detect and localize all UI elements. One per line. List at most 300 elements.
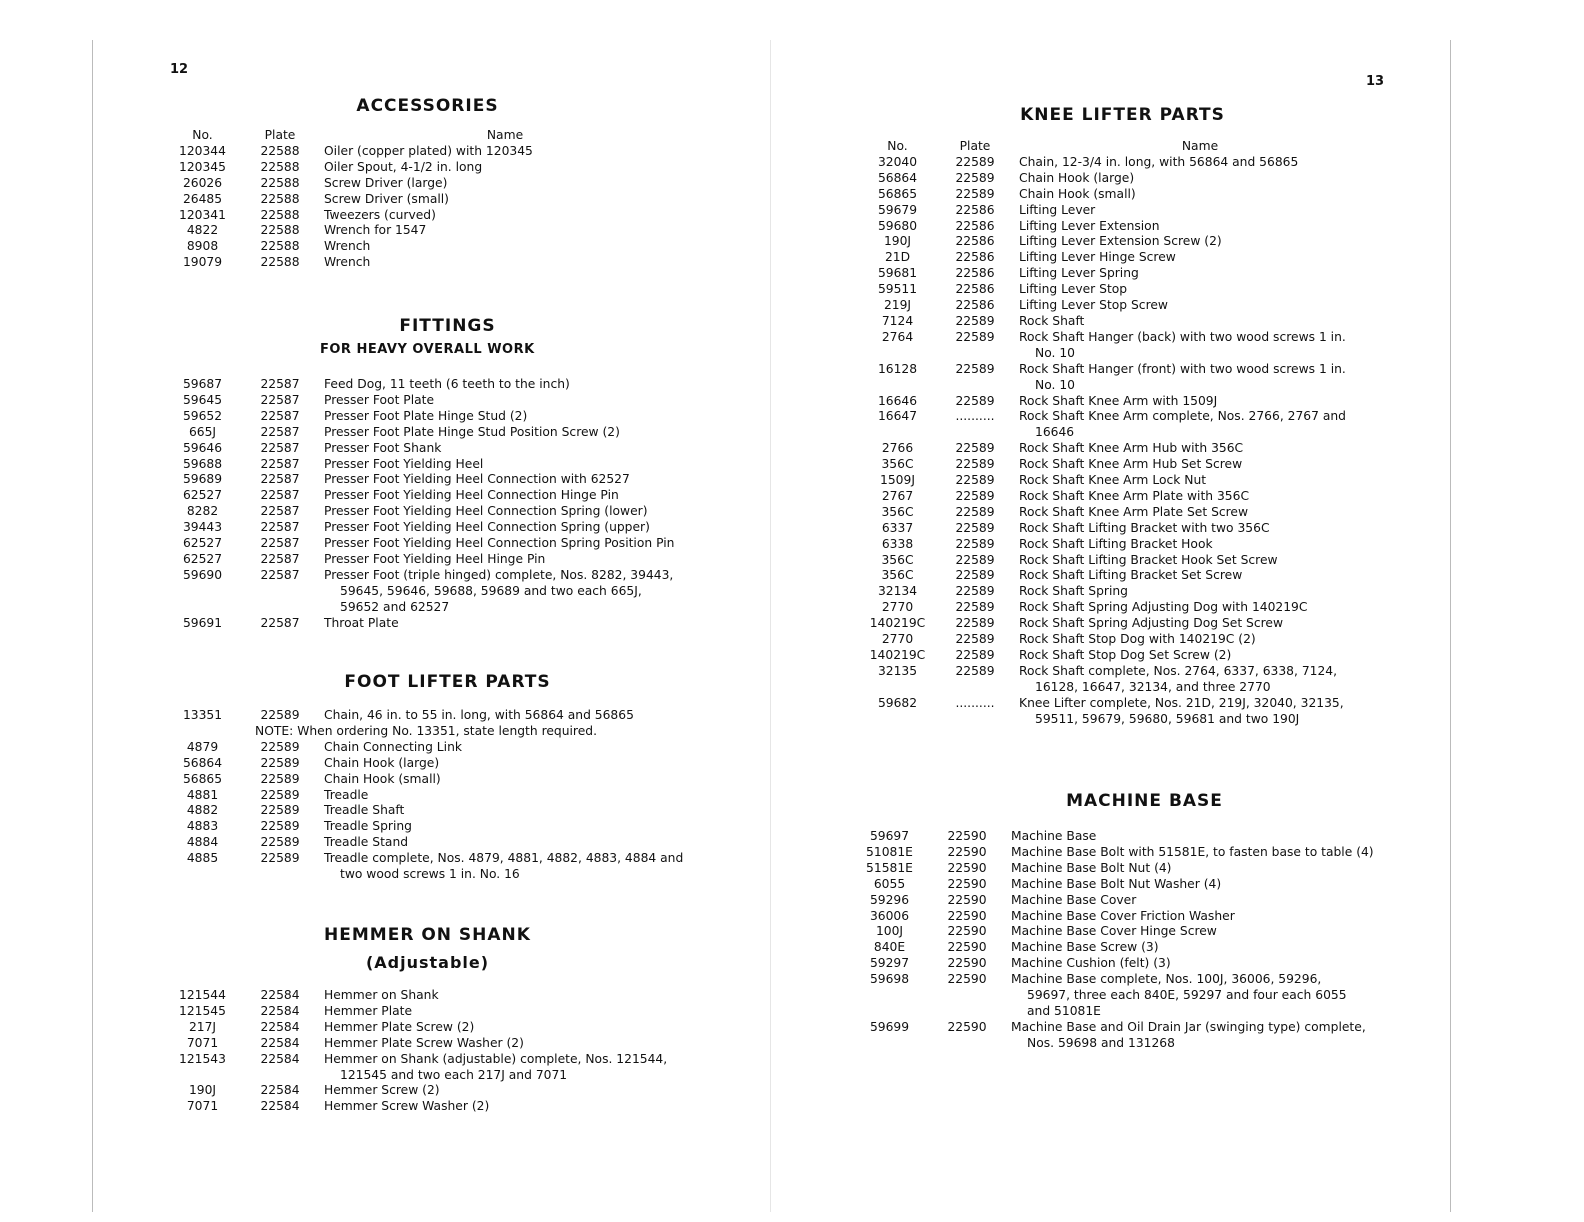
plate-number: 22590 bbox=[947, 956, 987, 971]
table-row bbox=[165, 176, 690, 192]
part-name-text: Chain, 46 in. to 55 in. long, with 56864 and 56865 bbox=[324, 708, 634, 722]
table-row bbox=[860, 473, 1385, 489]
table-row bbox=[165, 835, 690, 851]
part-name-text: Hemmer Screw Washer (2) bbox=[324, 1099, 490, 1114]
plate-number: 22586 bbox=[955, 218, 995, 233]
part-number: 140219C bbox=[869, 648, 926, 662]
table-row bbox=[165, 1052, 690, 1084]
hemmer-subtitle: (Adjustable) bbox=[365, 953, 490, 972]
plate-number: 22587 bbox=[260, 377, 300, 391]
part-number: 13351 bbox=[182, 708, 223, 722]
plate-number: 22589 bbox=[955, 329, 995, 344]
part-name bbox=[1007, 877, 1377, 893]
part-name-text: Machine Base Screw (3) bbox=[1011, 940, 1159, 955]
part-number: 59698 bbox=[869, 972, 910, 987]
plate-number: 22590 bbox=[947, 876, 987, 891]
part-name-text: Machine Base Cover Hinge Screw bbox=[1011, 924, 1217, 939]
knee-lifter-section bbox=[860, 105, 1385, 728]
plate-number: 22589 bbox=[260, 803, 300, 818]
plate-number: 22587 bbox=[260, 392, 300, 407]
part-name-text: Hemmer Plate bbox=[324, 1003, 413, 1018]
part-name-text: Throat Plate bbox=[324, 615, 399, 630]
table-row bbox=[165, 772, 690, 788]
part-name bbox=[320, 472, 690, 488]
plate-number: 22584 bbox=[260, 1019, 300, 1034]
table-row bbox=[860, 632, 1385, 648]
plate-number: 22589 bbox=[260, 708, 300, 722]
part-name bbox=[1007, 829, 1377, 845]
plate-number: 22589 bbox=[955, 552, 995, 567]
plate-number: 22588 bbox=[260, 255, 300, 270]
table-row bbox=[860, 489, 1385, 505]
part-number: 190J bbox=[188, 1083, 217, 1098]
part-name-text: Chain Hook (large) bbox=[324, 755, 440, 770]
plate-number: 22587 bbox=[260, 488, 300, 503]
foot-lifter-title: FOOT LIFTER PARTS bbox=[344, 672, 551, 692]
part-number: 1509J bbox=[880, 473, 915, 488]
part-name-text: Lifting Lever Stop Screw bbox=[1019, 298, 1168, 313]
part-name-text: Presser Foot Plate Hinge Stud (2) bbox=[324, 408, 528, 423]
table-row bbox=[165, 788, 690, 804]
plate-number: 22589 bbox=[955, 663, 995, 678]
part-number: 59682 bbox=[877, 695, 918, 710]
part-name bbox=[320, 239, 690, 255]
plate-number: 22588 bbox=[260, 175, 300, 190]
table-row bbox=[165, 192, 690, 208]
accessories-section bbox=[165, 96, 690, 271]
left-page-border bbox=[92, 40, 93, 1212]
table-row bbox=[852, 909, 1377, 925]
table-row bbox=[852, 1020, 1377, 1052]
table-row bbox=[860, 250, 1385, 266]
plate-number: 22584 bbox=[260, 1051, 300, 1066]
accessories-table bbox=[165, 128, 690, 271]
table-row bbox=[860, 568, 1385, 584]
plate-number: 22587 bbox=[260, 551, 300, 566]
table-row bbox=[860, 616, 1385, 632]
foot-lifter-section bbox=[165, 672, 690, 883]
part-number: 32134 bbox=[877, 584, 918, 599]
part-name-text: Presser Foot Plate Hinge Stud Position Screw (2) bbox=[324, 424, 620, 439]
part-name bbox=[320, 144, 690, 160]
plate-number: 22590 bbox=[947, 860, 987, 875]
part-name bbox=[320, 819, 690, 835]
part-name-text: Presser Foot Yielding Heel Hinge Pin bbox=[324, 551, 546, 566]
part-name bbox=[320, 1036, 690, 1052]
part-name-text: Presser Foot Yielding Heel Connection Hinge Pin bbox=[324, 488, 619, 503]
part-number: 19079 bbox=[182, 255, 223, 270]
part-name bbox=[1015, 250, 1385, 266]
table-row bbox=[860, 600, 1385, 616]
part-number: 16647 bbox=[877, 409, 918, 424]
plate-number: 22587 bbox=[260, 424, 300, 439]
part-number: 59690 bbox=[182, 567, 223, 582]
part-number: 59687 bbox=[182, 377, 223, 391]
part-name-text: Wrench bbox=[324, 255, 371, 270]
part-name bbox=[320, 208, 690, 224]
part-name-text: Chain Hook (large) bbox=[1019, 170, 1135, 185]
part-name bbox=[1015, 489, 1385, 505]
part-number: 356C bbox=[881, 568, 914, 583]
table-row bbox=[860, 584, 1385, 600]
table-row bbox=[165, 409, 690, 425]
plate-number: 22588 bbox=[260, 143, 300, 158]
table-row bbox=[165, 520, 690, 536]
plate-number: 22589 bbox=[955, 632, 995, 647]
part-number: 2770 bbox=[881, 632, 914, 647]
part-name-text: Rock Shaft Spring Adjusting Dog Set Screw bbox=[1019, 616, 1284, 631]
part-name-text: Oiler (copper plated) with 120345 bbox=[324, 143, 533, 158]
part-name-text: Lifting Lever Stop bbox=[1019, 282, 1128, 297]
part-name-text: Rock Shaft Knee Arm complete, Nos. 2766, 2767 and bbox=[1019, 409, 1346, 424]
part-name-text: Knee Lifter complete, Nos. 21D, 219J, 32040, 32135, bbox=[1019, 695, 1344, 710]
part-number: 4883 bbox=[186, 819, 219, 834]
part-name bbox=[1015, 457, 1385, 473]
plate-number: 22589 bbox=[955, 520, 995, 535]
table-row bbox=[852, 829, 1377, 845]
part-number: 120345 bbox=[179, 159, 226, 174]
col-header-no: No. bbox=[192, 128, 213, 142]
ordering-note: NOTE: When ordering No. 13351, state length required. bbox=[255, 723, 598, 738]
plate-number: 22588 bbox=[260, 223, 300, 238]
part-number: 59697 bbox=[869, 829, 910, 843]
table-row bbox=[860, 282, 1385, 298]
part-name bbox=[1007, 924, 1377, 940]
plate-number: 22587 bbox=[260, 472, 300, 487]
part-name bbox=[1015, 505, 1385, 521]
table-row bbox=[852, 845, 1377, 861]
plate-number: 22587 bbox=[260, 567, 300, 582]
plate-number: 22589 bbox=[955, 473, 995, 488]
part-name bbox=[1015, 330, 1385, 362]
fittings-subtitle: FOR HEAVY OVERALL WORK bbox=[320, 342, 535, 357]
plate-number: 22586 bbox=[955, 250, 995, 265]
plate-number: 22589 bbox=[260, 819, 300, 834]
part-number: 62527 bbox=[182, 536, 223, 551]
part-name bbox=[320, 803, 690, 819]
part-name-text: Treadle Shaft bbox=[324, 803, 405, 818]
part-name bbox=[1007, 972, 1377, 1020]
part-number: 2767 bbox=[881, 488, 914, 503]
table-row bbox=[165, 504, 690, 520]
part-name-text: Chain, 12-3/4 in. long, with 56864 and 56865 bbox=[1019, 154, 1299, 169]
part-name-text: Machine Base Cover bbox=[1011, 892, 1137, 907]
part-number: 8908 bbox=[186, 239, 219, 254]
part-name bbox=[1015, 394, 1385, 410]
table-row bbox=[165, 239, 690, 255]
table-row bbox=[860, 521, 1385, 537]
part-name bbox=[1015, 234, 1385, 250]
plate-number: 22587 bbox=[260, 456, 300, 471]
part-name-text: Rock Shaft Stop Dog with 140219C (2) bbox=[1019, 632, 1256, 647]
part-name-text: Screw Driver (small) bbox=[324, 191, 449, 206]
fittings-title: FITTINGS bbox=[399, 316, 496, 336]
part-name-continuation: 16128, 16647, 32134, and three 2770 bbox=[1035, 679, 1271, 694]
table-row bbox=[165, 803, 690, 819]
plate-number: 22590 bbox=[947, 829, 987, 843]
part-name-text: Machine Cushion (felt) (3) bbox=[1011, 956, 1171, 971]
part-name-continuation: Nos. 59698 and 131268 bbox=[1027, 1035, 1175, 1050]
part-name-text: Rock Shaft Knee Arm Plate Set Screw bbox=[1019, 504, 1249, 519]
plate-number: 22587 bbox=[260, 440, 300, 455]
part-name-text: Machine Base complete, Nos. 100J, 36006, 59296, bbox=[1011, 972, 1322, 987]
table-row bbox=[860, 266, 1385, 282]
part-number: 59689 bbox=[182, 472, 223, 487]
part-name-continuation: and 51081E bbox=[1027, 1003, 1101, 1018]
part-number: 59680 bbox=[877, 218, 918, 233]
plate-number: 22588 bbox=[260, 191, 300, 206]
part-number: 26485 bbox=[182, 191, 223, 206]
part-number: 59652 bbox=[182, 408, 223, 423]
table-row bbox=[165, 393, 690, 409]
table-row bbox=[165, 144, 690, 160]
table-row bbox=[165, 441, 690, 457]
page-number-right: 13 bbox=[1366, 74, 1385, 89]
table-row bbox=[165, 208, 690, 224]
part-name bbox=[1015, 298, 1385, 314]
part-number: 7071 bbox=[186, 1099, 219, 1114]
part-number: 51581E bbox=[866, 860, 913, 875]
part-name-text: Machine Base Bolt Nut Washer (4) bbox=[1011, 876, 1222, 891]
part-name-continuation: 59645, 59646, 59688, 59689 and two each 665J, bbox=[340, 583, 642, 598]
plate-number: 22589 bbox=[955, 313, 995, 328]
plate-number: 22589 bbox=[260, 771, 300, 786]
part-number: 4822 bbox=[186, 223, 219, 238]
table-row bbox=[165, 552, 690, 568]
part-number: 121544 bbox=[179, 988, 226, 1002]
part-name-text: Chain Connecting Link bbox=[324, 739, 462, 754]
part-name-continuation: two wood screws 1 in. No. 16 bbox=[340, 867, 520, 882]
part-number: 59691 bbox=[182, 615, 223, 630]
part-name bbox=[320, 536, 690, 552]
table-row bbox=[165, 488, 690, 504]
part-number: 121543 bbox=[179, 1051, 226, 1066]
plate-number: 22590 bbox=[947, 892, 987, 907]
part-name bbox=[320, 1052, 690, 1084]
part-number: 16646 bbox=[877, 393, 918, 408]
table-row bbox=[165, 988, 690, 1004]
part-number: 6337 bbox=[881, 520, 914, 535]
part-name-text: Machine Base Bolt Nut (4) bbox=[1011, 860, 1172, 875]
part-number: 59699 bbox=[869, 1019, 910, 1034]
part-name bbox=[320, 756, 690, 772]
plate-number: 22589 bbox=[260, 851, 300, 866]
table-row bbox=[165, 756, 690, 772]
part-name bbox=[320, 504, 690, 520]
part-name-text: Presser Foot (triple hinged) complete, Nos. 8282, 39443, bbox=[324, 567, 674, 582]
table-row bbox=[860, 155, 1385, 171]
accessories-title: ACCESSORIES bbox=[356, 96, 499, 116]
part-name bbox=[320, 1083, 690, 1099]
part-name-text: Machine Base bbox=[1011, 829, 1097, 843]
part-number: 840E bbox=[873, 940, 906, 955]
part-name-text: Rock Shaft Lifting Bracket Hook bbox=[1019, 536, 1213, 551]
part-name-continuation: 59697, three each 840E, 59297 and four each 6055 bbox=[1027, 988, 1347, 1003]
table-row bbox=[852, 861, 1377, 877]
part-number: 62527 bbox=[182, 488, 223, 503]
plate-number: 22587 bbox=[260, 408, 300, 423]
part-name-text: Lifting Lever Hinge Screw bbox=[1019, 250, 1176, 265]
plate-number: 22590 bbox=[947, 972, 987, 987]
part-name bbox=[320, 457, 690, 473]
part-name bbox=[1015, 648, 1385, 664]
part-number: 26026 bbox=[182, 175, 223, 190]
part-name-text: Rock Shaft Knee Arm Hub Set Screw bbox=[1019, 457, 1243, 472]
part-name-text: Chain Hook (small) bbox=[1019, 186, 1136, 201]
part-number: 4881 bbox=[186, 787, 219, 802]
table-row bbox=[165, 223, 690, 239]
part-name-text: Rock Shaft Hanger (back) with two wood screws 1 in. bbox=[1019, 329, 1346, 344]
hemmer-table bbox=[165, 988, 690, 1115]
plate-number: 22584 bbox=[260, 1099, 300, 1114]
part-name-text: Tweezers (curved) bbox=[324, 207, 436, 222]
part-name-text: Lifting Lever Extension bbox=[1019, 218, 1160, 233]
plate-number: 22589 bbox=[955, 488, 995, 503]
part-name bbox=[320, 788, 690, 804]
part-name-continuation: No. 10 bbox=[1035, 377, 1075, 392]
part-name bbox=[320, 552, 690, 568]
part-number: 59688 bbox=[182, 456, 223, 471]
part-number: 59296 bbox=[869, 892, 910, 907]
part-name bbox=[320, 708, 690, 724]
part-number: 140219C bbox=[869, 616, 926, 631]
part-number: 59679 bbox=[877, 202, 918, 217]
plate-number: .......... bbox=[955, 409, 995, 424]
part-name bbox=[1015, 362, 1385, 394]
part-name bbox=[320, 223, 690, 239]
part-number: 665J bbox=[188, 424, 217, 439]
table-row bbox=[165, 536, 690, 552]
part-name-text: Treadle bbox=[324, 787, 369, 802]
part-name bbox=[1015, 409, 1385, 441]
plate-number: 22586 bbox=[955, 202, 995, 217]
table-row bbox=[860, 394, 1385, 410]
table-row bbox=[860, 203, 1385, 219]
part-number: 59297 bbox=[869, 956, 910, 971]
part-name bbox=[320, 176, 690, 192]
part-name bbox=[320, 1004, 690, 1020]
part-name bbox=[1007, 861, 1377, 877]
part-name-text: Rock Shaft Spring Adjusting Dog with 140219C bbox=[1019, 600, 1308, 615]
table-row bbox=[860, 314, 1385, 330]
col-header-plate: Plate bbox=[264, 128, 296, 142]
part-name bbox=[1015, 155, 1385, 171]
part-name-text: Rock Shaft Lifting Bracket Hook Set Screw bbox=[1019, 552, 1278, 567]
part-name bbox=[320, 160, 690, 176]
part-number: 8282 bbox=[186, 504, 219, 519]
part-name bbox=[1015, 203, 1385, 219]
table-row bbox=[165, 1020, 690, 1036]
part-number: 59646 bbox=[182, 440, 223, 455]
col-header-no: No. bbox=[887, 139, 908, 153]
plate-number: 22589 bbox=[955, 600, 995, 615]
plate-number: 22589 bbox=[955, 441, 995, 456]
table-row bbox=[852, 924, 1377, 940]
plate-number: 22589 bbox=[955, 568, 995, 583]
table-row bbox=[165, 708, 690, 724]
knee-lifter-table bbox=[860, 139, 1385, 728]
part-name-text: Hemmer on Shank bbox=[324, 988, 439, 1002]
part-name-text: Wrench bbox=[324, 239, 371, 254]
part-number: 6055 bbox=[873, 876, 906, 891]
part-name-text: Hemmer Plate Screw (2) bbox=[324, 1019, 475, 1034]
part-name-text: Rock Shaft Knee Arm Lock Nut bbox=[1019, 473, 1207, 488]
table-row bbox=[165, 457, 690, 473]
part-name bbox=[320, 393, 690, 409]
part-name-text: Rock Shaft bbox=[1019, 313, 1085, 328]
col-header-plate: Plate bbox=[959, 139, 991, 153]
table-row bbox=[860, 298, 1385, 314]
part-name-text: Rock Shaft complete, Nos. 2764, 6337, 6338, 7124, bbox=[1019, 663, 1338, 678]
part-name-text: Presser Foot Yielding Heel Connection with 62527 bbox=[324, 472, 630, 487]
part-name-text: Hemmer Plate Screw Washer (2) bbox=[324, 1035, 524, 1050]
part-name bbox=[1015, 171, 1385, 187]
table-row bbox=[860, 187, 1385, 203]
part-name bbox=[320, 192, 690, 208]
part-name bbox=[320, 772, 690, 788]
plate-number: 22589 bbox=[955, 361, 995, 376]
page-number-left: 12 bbox=[170, 62, 189, 77]
part-number: 59681 bbox=[877, 266, 918, 281]
part-name-text: Presser Foot Shank bbox=[324, 440, 442, 455]
part-name bbox=[1015, 632, 1385, 648]
part-number: 120341 bbox=[179, 207, 226, 222]
part-number: 62527 bbox=[182, 551, 223, 566]
part-name bbox=[320, 851, 690, 883]
part-name bbox=[320, 740, 690, 756]
col-header-name: Name bbox=[486, 128, 524, 142]
part-name bbox=[320, 409, 690, 425]
plate-number: 22589 bbox=[955, 504, 995, 519]
part-name-text: Rock Shaft Hanger (front) with two wood screws 1 in. bbox=[1019, 361, 1346, 376]
part-number: 4885 bbox=[186, 851, 219, 866]
table-row bbox=[860, 234, 1385, 250]
part-name bbox=[320, 1099, 690, 1115]
part-number: 219J bbox=[883, 298, 912, 313]
part-name bbox=[1015, 441, 1385, 457]
part-name-text: Rock Shaft Knee Arm Plate with 356C bbox=[1019, 488, 1250, 503]
plate-number: 22588 bbox=[260, 207, 300, 222]
part-name-text: Lifting Lever bbox=[1019, 202, 1096, 217]
table-row bbox=[860, 219, 1385, 235]
part-number: 7124 bbox=[881, 313, 914, 328]
part-number: 217J bbox=[188, 1019, 217, 1034]
table-row bbox=[852, 940, 1377, 956]
part-name-text: Rock Shaft Lifting Bracket Set Screw bbox=[1019, 568, 1243, 583]
part-name-continuation: 121545 and two each 217J and 7071 bbox=[340, 1067, 568, 1082]
part-number: 59511 bbox=[877, 282, 918, 297]
part-name bbox=[320, 255, 690, 271]
plate-number: 22589 bbox=[955, 648, 995, 662]
fittings-section bbox=[165, 316, 690, 632]
plate-number: 22589 bbox=[260, 739, 300, 754]
plate-number: 22589 bbox=[955, 457, 995, 472]
part-name bbox=[320, 616, 690, 632]
part-name-text: Hemmer Screw (2) bbox=[324, 1083, 440, 1098]
part-name-text: Lifting Lever Spring bbox=[1019, 266, 1139, 281]
part-name-text: Treadle Spring bbox=[324, 819, 412, 834]
part-name-continuation: 59511, 59679, 59680, 59681 and two 190J bbox=[1035, 711, 1300, 726]
table-row bbox=[860, 362, 1385, 394]
part-name-text: Rock Shaft Knee Arm with 1509J bbox=[1019, 393, 1218, 408]
table-row bbox=[860, 696, 1385, 728]
foot-lifter-table bbox=[165, 708, 690, 883]
part-name-continuation: 59652 and 62527 bbox=[340, 599, 450, 614]
part-name-text: Rock Shaft Stop Dog Set Screw (2) bbox=[1019, 648, 1232, 662]
plate-number: 22587 bbox=[260, 615, 300, 630]
part-name-text: Lifting Lever Extension Screw (2) bbox=[1019, 234, 1222, 249]
part-name-text: Presser Foot Plate bbox=[324, 392, 435, 407]
